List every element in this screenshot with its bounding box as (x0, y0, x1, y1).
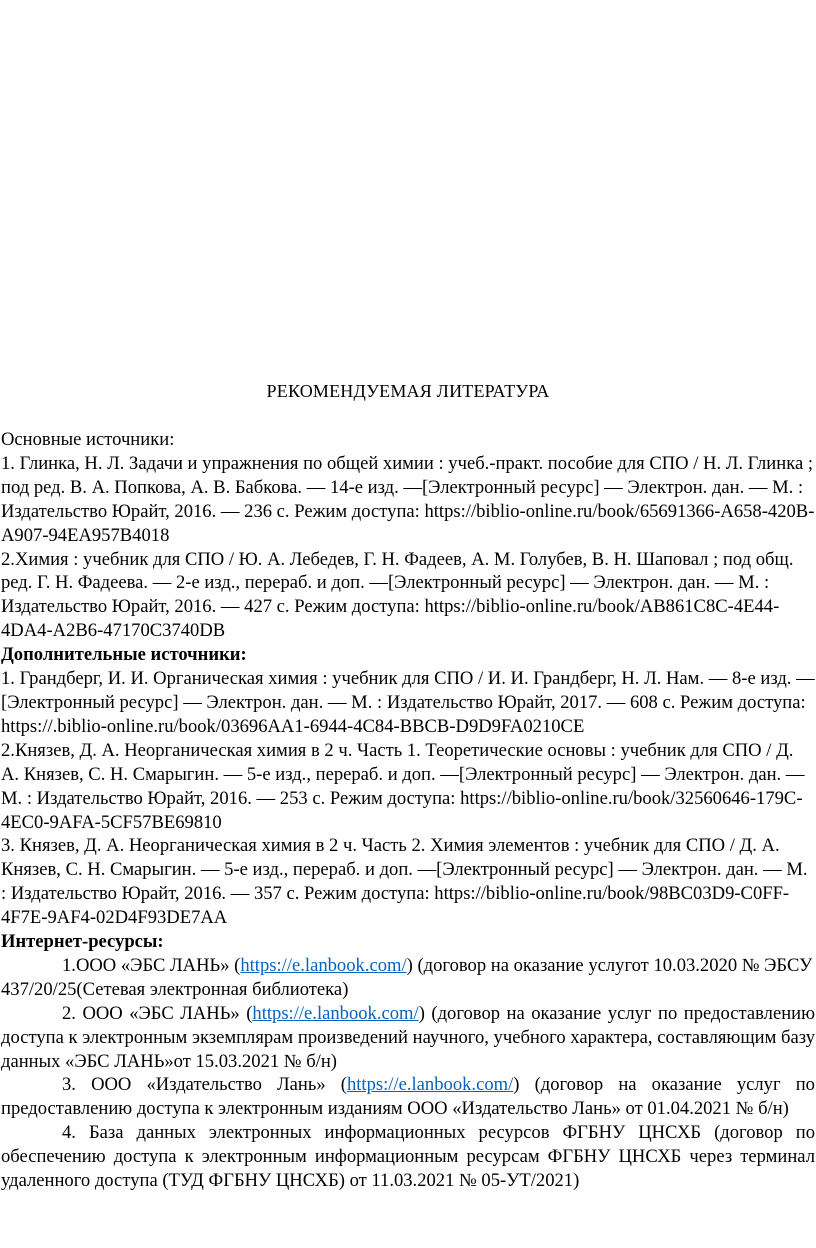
item-text: 2. ООО «ЭБС ЛАНЬ» ( (62, 1002, 253, 1024)
lanbook-link[interactable]: https://e.lanbook.com/ (346, 1074, 514, 1096)
internet-resource-item (1, 1002, 815, 1074)
internet-resource-item (1, 954, 815, 1002)
item-text: 4. База данных электронных информационных ресурсов ФГБНУ ЦНСХБ (договор по обеспечению доступа к электронным информационным ресурсам ФГБНУ ЦНСХБ через терминал удаленного доступа (ТУД ФГБНУ ЦНСХБ) от 11.03.2021 № 05-УТ/2021) (1, 1122, 815, 1192)
internet-resources-heading: Интернет-ресурсы: (1, 931, 164, 953)
extra-sources-heading: Дополнительные источники: (1, 644, 247, 666)
extra-source-item: 2.Князев, Д. А. Неорганическая химия в 2 ч. Часть 1. Теоретические основы : учебник для СПО / Д. А. Князев, С. Н. Смарыгин. — 5-е изд., перераб. и доп. —[Электронный ресурс] — Электрон. дан. — М. : Издательство Юрайт, 2016. — 253 с. Режим доступа: https://biblio-online.ru/book/32560646-179C-4EC0-9AFA-5CF57BE69810 (1, 739, 805, 833)
item-text: ) (договор на оказание услуг по предоставлению доступа к электронным экземплярам произведений научного, учебного характера, составляющим базу данных «ЭБС ЛАНЬ»от 15.03.2021 № б/н) (1, 1002, 815, 1072)
item-text: 3. ООО «Издательство Лань» ( (62, 1074, 347, 1096)
item-text: ) (договор на оказание услугот 10.03.2020 № ЭБСУ 437/20/25(Сетевая электронная библиотека) (1, 954, 813, 1000)
page-title: РЕКОМЕНДУЕМАЯ ЛИТЕРАТУРА (266, 381, 550, 401)
item-text: 1.ООО «ЭБС ЛАНЬ» ( (62, 954, 241, 976)
bibliography (1, 428, 815, 1193)
item-text: ) (договор на оказание услуг по предоставлению доступа к электронным изданиям ООО «Издательство Лань» от 01.04.2021 № б/н) (1, 1074, 815, 1120)
main-source-item: 2.Химия : учебник для СПО / Ю. А. Лебедев, Г. Н. Фадеев, А. М. Голубев, В. Н. Шаповал ; под общ. ред. Г. Н. Фадеева. — 2-е изд., перераб. и доп. —[Электронный ресурс] — Электрон. дан. — М. : Издательство Юрайт, 2016. — 427 с. Режим доступа: https://biblio-online.ru/book/AB861C8C-4E44-4DA4-A2B6-47170C3740DB (1, 548, 794, 642)
extra-source-item: 3. Князев, Д. А. Неорганическая химия в 2 ч. Часть 2. Химия элементов : учебник для СПО / Д. А. Князев, С. Н. Смарыгин. — 5-е изд., перераб. и доп. —[Электронный ресурс] — Электрон. дан. — М. : Издательство Юрайт, 2016. — 357 с. Режим доступа: https://biblio-online.ru/book/98BC03D9-C0FF-4F7E-9AF4-02D4F93DE7AA (1, 835, 808, 929)
main-sources-heading: Основные источники: (1, 429, 175, 450)
extra-source-item: 1. Грандберг, И. И. Органическая химия : учебник для СПО / И. И. Грандберг, Н. Л. Нам. — 8-е изд. —[Электронный ресурс] — Электрон. дан. — М. : Издательство Юрайт, 2017. — 608 с. Режим доступа: https://.biblio-online.ru/book/03696AA1-6944-4C84-BBCB-D9D9FA0210CE (1, 668, 815, 737)
lanbook-link[interactable]: https://e.lanbook.com/ (252, 1002, 419, 1024)
main-source-item: 1. Глинка, Н. Л. Задачи и упражнения по общей химии : учеб.-практ. пособие для СПО / Н. Л. Глинка ; под ред. В. А. Попкова, А. В. Бабкова. — 14-е изд. —[Электронный ресурс] — Электрон. дан. — М. : Издательство Юрайт, 2016. — 236 с. Режим доступа: https://biblio-online.ru/book/65691366-A658-420B-A907-94EA957B4018 (1, 452, 815, 546)
internet-resource-item (1, 1073, 815, 1121)
lanbook-link[interactable]: https://e.lanbook.com/ (240, 954, 407, 976)
internet-resource-item (1, 1121, 815, 1193)
